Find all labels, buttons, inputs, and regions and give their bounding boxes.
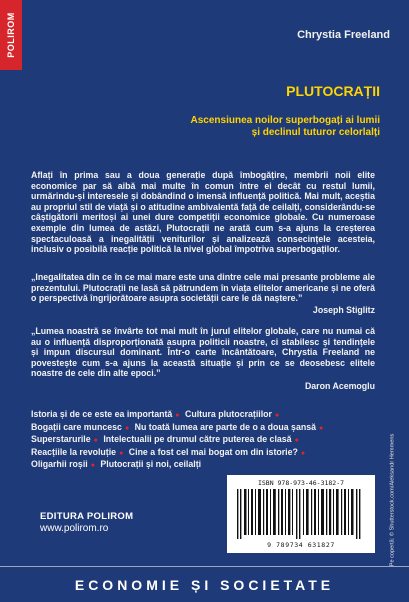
topic-item: Cine a fost cel mai bogat om din istorie?: [128, 446, 298, 457]
author-name: Chrystia Freeland: [297, 29, 390, 41]
subtitle-line: și declinul tuturor celorlalți: [251, 127, 380, 138]
bullet-icon: ●: [124, 424, 130, 432]
topic-item: Intelectualii pe drumul către puterea de clasă: [103, 434, 292, 445]
book-title: PLUTOCRAȚII: [286, 83, 380, 99]
topics-list: [31, 409, 375, 472]
bullet-icon: ●: [175, 412, 180, 419]
cover-credit-text: Pe copertă: © Shutterstock.com/Aleksandr Hemmens: [389, 433, 395, 567]
book-subtitle: [150, 115, 380, 139]
topic-item: Superstarurile: [31, 434, 91, 445]
bullet-icon: ●: [90, 462, 95, 470]
topic-item: Oligarhii roșii: [31, 459, 88, 470]
isbn-number: ISBN 978-973-46-3182-7: [257, 479, 345, 487]
topic-item: Plutocrații și noi, ceilalți: [100, 459, 202, 470]
publisher-name: EDITURA POLIROM: [40, 511, 134, 522]
bullet-icon: ●: [119, 449, 124, 457]
bullet-icon: ●: [300, 449, 306, 457]
topic-item: Cultura plutocrațiilor: [184, 409, 272, 419]
collection-band: [0, 566, 409, 602]
topic-item: Nu toată lumea are parte de o a doua șansă: [134, 421, 316, 432]
publisher-website: www.polirom.ro: [40, 523, 109, 534]
logo-text: POLIROM: [6, 12, 16, 58]
bullet-icon: ●: [294, 437, 299, 445]
barcode-digits: 9 789734 631827: [267, 541, 335, 549]
subtitle-line: Ascensiunea noilor superbogați ai lumii: [190, 115, 380, 126]
bullet-icon: ●: [93, 437, 98, 445]
topic-item: Istoria și de ce este ea importantă: [31, 409, 173, 419]
bullet-icon: ●: [274, 412, 280, 419]
collection-name: ECONOMIE ȘI SOCIETATE: [74, 576, 335, 593]
topic-item: Reacțiile la revoluție: [31, 446, 117, 457]
quote-author-stiglitz: Joseph Stiglitz: [312, 305, 375, 315]
blurb-paragraph: Aflați în prima sau a doua generație după îmbogățire, membrii noii elite economice par să aibă mai multe în comun între ei decât cu restul lumii, urmărindu-și interesele și dobândind o imensă influență politică. Mai mult, aceștia au propriul stil de viață și o atitudine ambivalentă față de ceilalți, considerându-se câștigătorii meritoși ai unei dure competiții economice globale. Cu numeroase exemple din lumea de astăzi, Plutocrații ne arată cum s-a ajuns la creșterea spectaculoasă a inegalității veniturilor și analizează consecințele acesteia, inclusiv o posibilă reacție politică la nivel global împotriva superbogaților.: [31, 170, 375, 255]
quote-acemoglu: „Lumea noastră se învârte tot mai mult în jurul elitelor globale, care nu numai că au o influență disproporționată asupra politicii noastre, ci stabilesc și tendințele și impun discursul dominant. Într-o carte încântătoare, Chrystia Freeland ne povestește cum s-a ajuns la această situație și prin ce se deosebesc elitele noastre de cele din alte epoci.”: [31, 326, 375, 379]
quote-stiglitz: „Inegalitatea din ce în ce mai mare este una dintre cele mai presante probleme ale prezentului. Plutocrații ne lasă să pătrundem în viața elitelor americane și ne oferă o perspectivă îngrijorătoare asupra societății care le dă naștere.”: [31, 272, 375, 304]
bullet-icon: ●: [319, 424, 324, 432]
topic-item: Bogații care muncesc: [31, 421, 122, 432]
isbn-barcode: [227, 475, 375, 553]
barcode-icon: [235, 489, 367, 539]
polirom-logo: [0, 0, 22, 70]
quote-author-acemoglu: Daron Acemoglu: [304, 381, 375, 391]
